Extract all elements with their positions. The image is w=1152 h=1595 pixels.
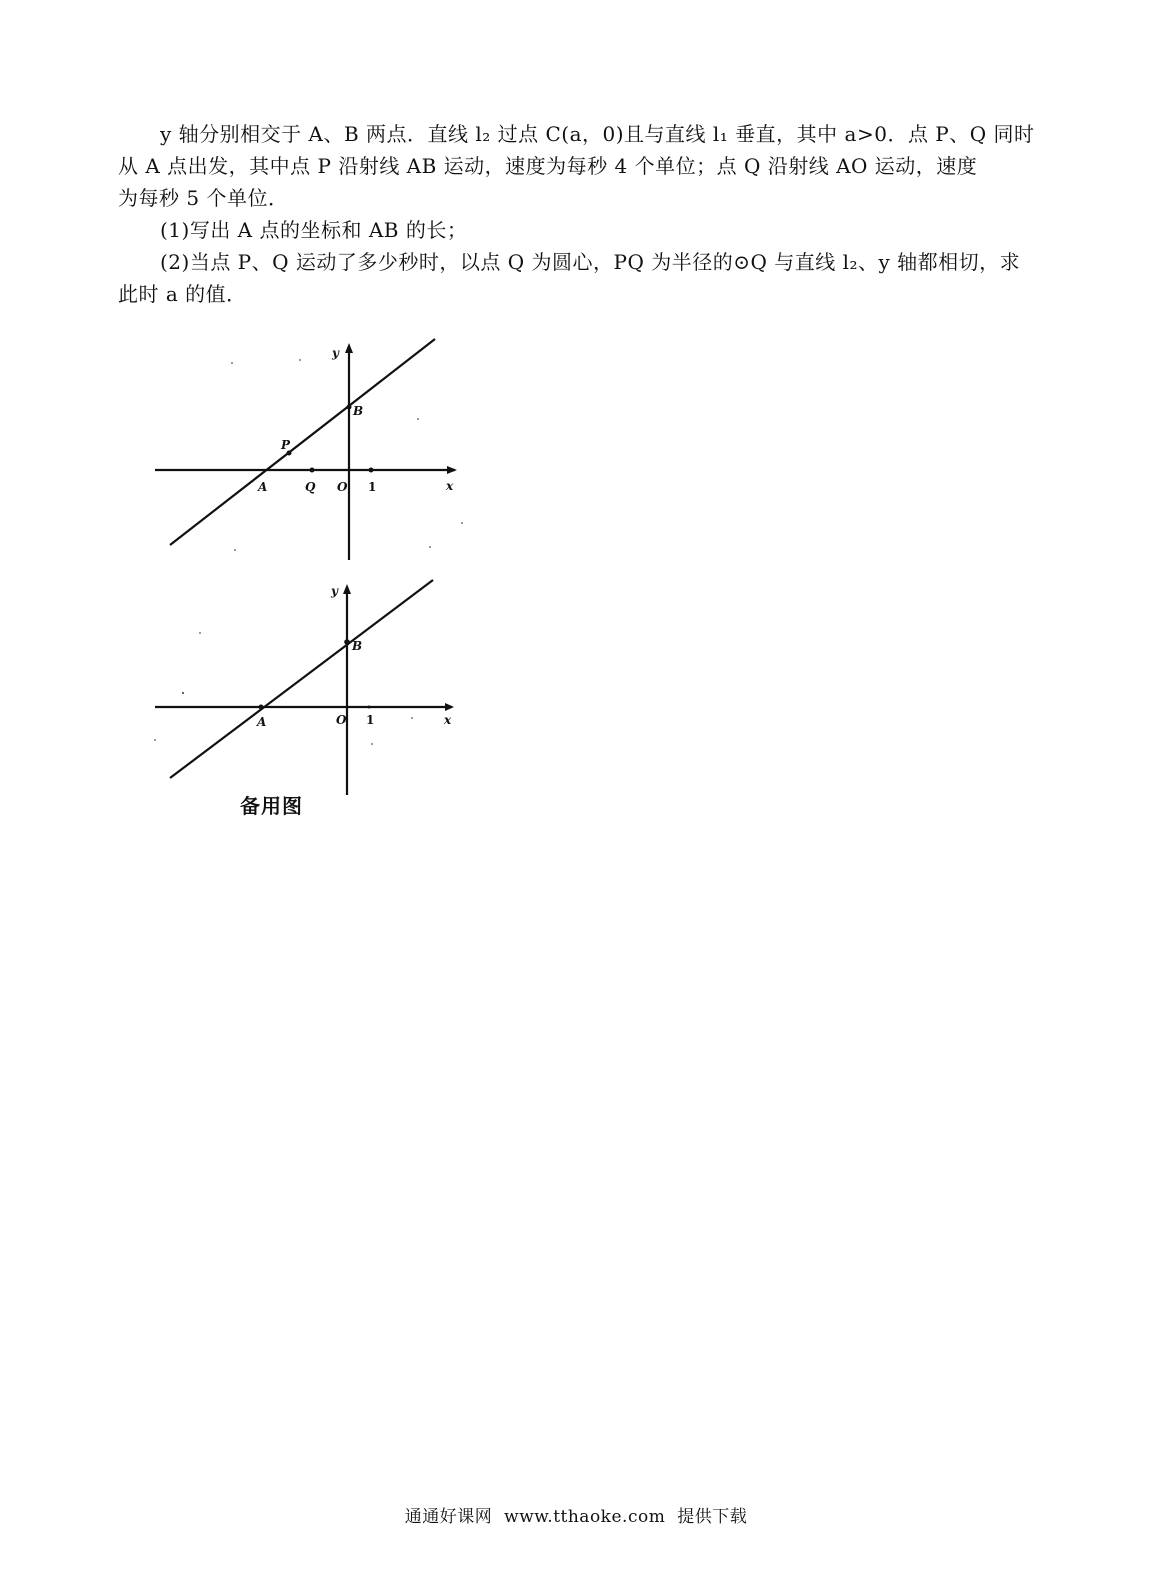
page-footer [0, 1502, 1152, 1527]
label-y: y [332, 346, 339, 360]
point-a [259, 705, 264, 710]
figure-caption: 备用图 [240, 794, 303, 818]
footer-url[interactable]: www.tthaoke.com [504, 1507, 666, 1527]
label-a: A [258, 480, 268, 494]
scan-speck [154, 739, 156, 741]
label-q: Q [305, 480, 316, 494]
coordinate-figure-1 [150, 335, 470, 565]
problem-line-1: y 轴分别相交于 A、B 两点．直线 l₂ 过点 C(a，0)且与直线 l₁ 垂直，其中 a>0．点 P、Q 同时 [160, 122, 1035, 146]
problem-line-3: 为每秒 5 个单位． [118, 186, 289, 210]
problem-text [118, 118, 1038, 310]
label-x: x [446, 479, 454, 493]
y-axis-arrow [343, 584, 351, 594]
footer-site-name: 通通好课网 [404, 1507, 493, 1527]
label-one: 1 [368, 480, 377, 494]
point-q [310, 468, 315, 473]
scan-speck [417, 418, 419, 420]
scan-speck [429, 546, 431, 548]
footer-note: 提供下载 [677, 1507, 748, 1527]
coordinate-figure-2 [150, 578, 470, 798]
problem-line-2: 从 A 点出发，其中点 P 沿射线 AB 运动，速度为每秒 4 个单位；点 Q 沿射线 AO 运动，速度 [118, 154, 978, 178]
label-x: x [444, 713, 452, 727]
label-b: B [352, 639, 363, 653]
scan-speck [231, 362, 233, 364]
tick-one [368, 706, 371, 709]
scan-speck [371, 743, 373, 745]
y-axis-arrow [345, 343, 353, 353]
label-one: 1 [366, 713, 375, 727]
tick-one [369, 468, 374, 473]
label-y: y [331, 584, 338, 598]
x-axis-arrow [445, 703, 454, 711]
x-axis-arrow [447, 466, 457, 474]
point-b [347, 405, 352, 410]
scan-speck [199, 632, 201, 634]
figure-1-svg [150, 335, 470, 565]
problem-part-2-line-2: 此时 a 的值． [118, 282, 247, 306]
scan-speck [299, 359, 301, 361]
label-p: P [281, 438, 291, 452]
label-o: O [337, 480, 348, 494]
label-o: O [336, 713, 347, 727]
figure-2-svg [150, 578, 470, 798]
scan-speck [411, 717, 413, 719]
problem-part-1: (1)写出 A 点的坐标和 AB 的长； [160, 218, 468, 242]
scan-speck [234, 549, 236, 551]
line-ab [170, 580, 433, 778]
problem-part-2-line-1: (2)当点 P、Q 运动了多少秒时，以点 Q 为圆心，PQ 为半径的⊙Q 与直线 l₂、y 轴都相切，求 [160, 250, 1021, 274]
scan-speck [182, 692, 184, 694]
label-a: A [257, 715, 267, 729]
scan-speck [461, 522, 463, 524]
line-ab [170, 339, 435, 545]
label-b: B [353, 404, 364, 418]
point-b [344, 639, 350, 645]
